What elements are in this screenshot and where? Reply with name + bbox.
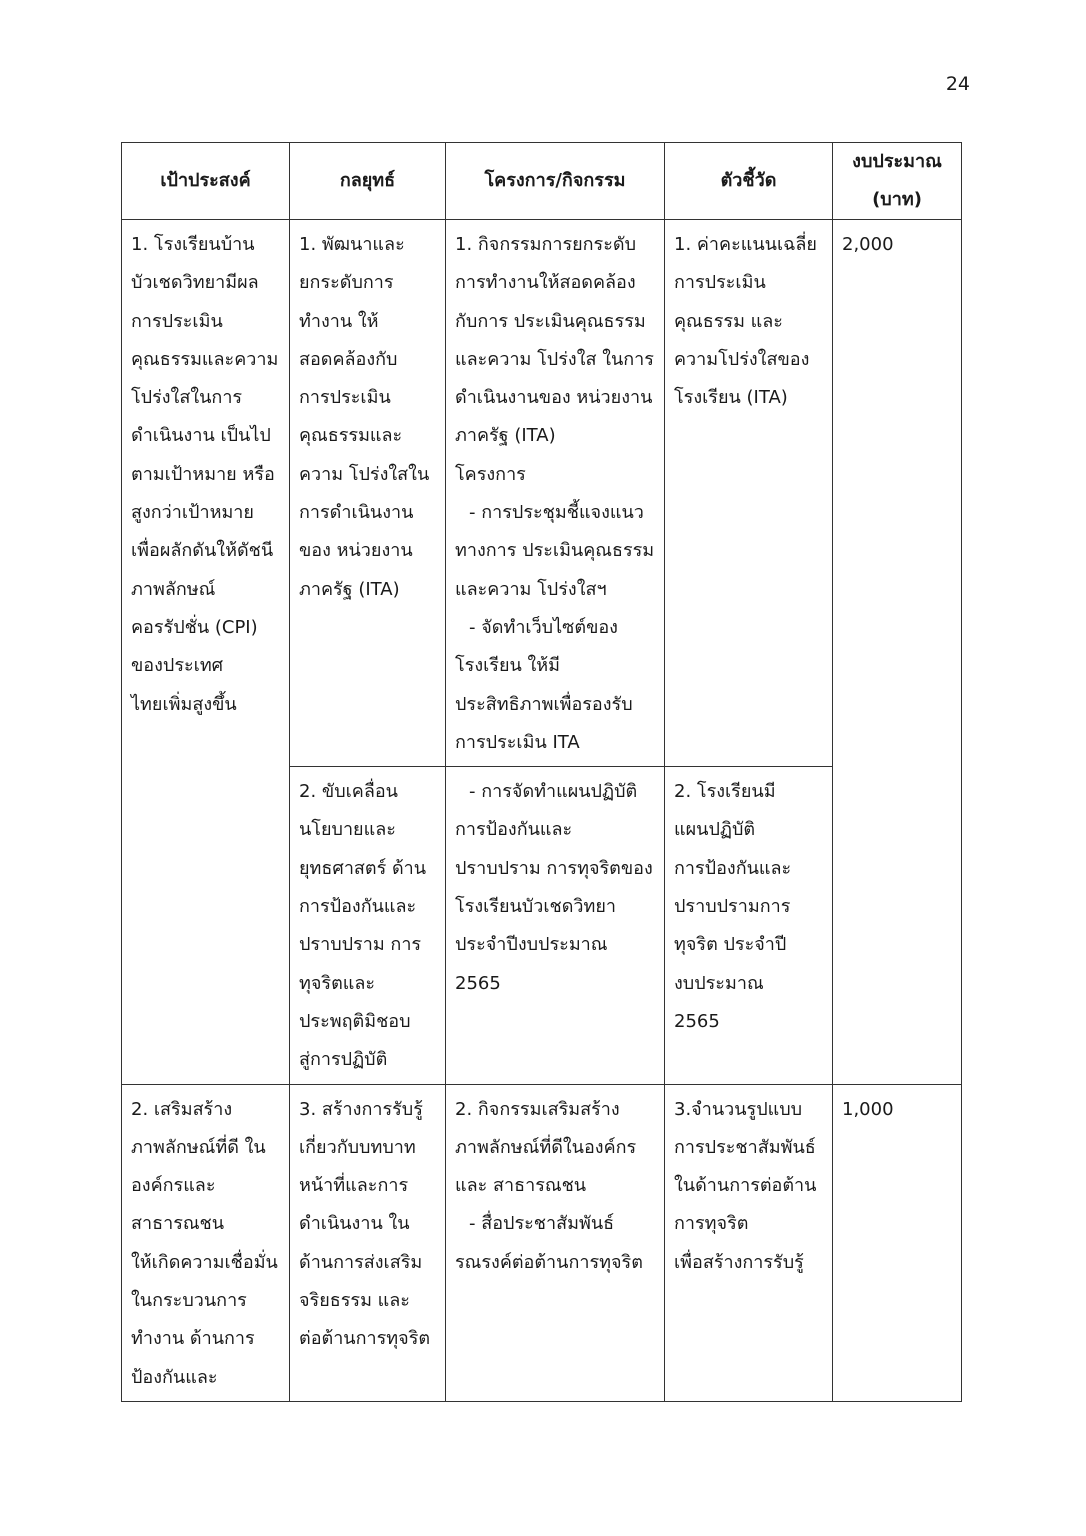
cell-line: คอรรัปชั่น (CPI) [131, 616, 258, 638]
header-objective: เป้าประสงค์ [122, 143, 290, 220]
cell-line: โรงเรียน (ITA) [674, 387, 788, 409]
budget-value: 1,000 [842, 1098, 894, 1120]
header-indicator: ตัวชี้วัด [665, 143, 833, 220]
cell-line: ดำเนินงาน ใน [299, 1213, 410, 1235]
cell-line: นโยบายและ [299, 819, 396, 841]
cell-line: โรงเรียน ให้มี [455, 655, 561, 677]
cell-line: 1. พัฒนาและ [299, 234, 405, 255]
cell-line: คุณธรรม และ [674, 310, 783, 332]
cell-line: สู่การปฏิบัติ [299, 1049, 388, 1071]
cell-line: คุณธรรมและความ [131, 348, 279, 370]
cell-line: ทำงาน ให้ [299, 310, 379, 332]
cell-line: การทุจริต [674, 1213, 749, 1235]
cell-line: สาธารณชน [131, 1213, 225, 1235]
cell-line: ภาครัฐ (ITA) [299, 578, 400, 600]
cell-line: ในด้านการต่อต้าน [674, 1175, 817, 1197]
project-cell [446, 767, 665, 1084]
cell-line: 1. ค่าคะแนนเฉลี่ย [674, 234, 817, 255]
cell-line: ประจำปีงบประมาณ [455, 934, 608, 956]
cell-line: การป้องกันและ [455, 819, 573, 841]
cell-line: การดำเนินงาน [299, 502, 414, 524]
cell-line: หน้าที่และการ [299, 1175, 409, 1197]
cell-line: ทางการ ประเมินคุณธรรม [455, 540, 655, 562]
cell-line: - สื่อประชาสัมพันธ์ [469, 1213, 615, 1235]
objective-cell [122, 220, 290, 1085]
cell-line: 3. สร้างการรับรู้ [299, 1098, 423, 1120]
cell-line: บัวเชดวิทยามีผล [131, 272, 259, 294]
cell-line: กับการ ประเมินคุณธรรม [455, 310, 646, 332]
cell-line: ให้เกิดความเชื่อมั่น [131, 1251, 278, 1273]
cell-line: ไทยเพิ่มสูงขึ้น [131, 693, 237, 715]
cell-line: ปราบปราม การทุจริตของ [455, 857, 653, 879]
cell-line: ยุทธศาสตร์ ด้าน [299, 857, 427, 879]
cell-line: โปร่งใสในการ [131, 387, 243, 409]
cell-line: องค์กรและ [131, 1175, 216, 1197]
cell-line: การประเมิน [131, 310, 223, 332]
cell-line: และความ โปร่งใสฯ [455, 578, 607, 600]
cell-line: - การประชุมชี้แจงแนว [469, 502, 644, 524]
header-strategy: กลยุทธ์ [290, 143, 446, 220]
cell-line: การประเมิน [299, 387, 391, 409]
cell-line: 1. กิจกรรมการยกระดับ [455, 234, 637, 255]
cell-line: รณรงค์ต่อต้านการทุจริต [455, 1251, 643, 1273]
cell-line: - จัดทำเว็บไซต์ของ [469, 616, 618, 638]
cell-line: - การจัดทำแผนปฏิบัติ [469, 781, 638, 803]
cell-line: ดำเนินงาน เป็นไป [131, 425, 271, 447]
strategy-cell [290, 220, 446, 767]
table-row [122, 220, 962, 767]
cell-line: คุณธรรมและ [299, 425, 403, 447]
cell-line: เกี่ยวกับบทบาท [299, 1136, 416, 1158]
cell-line: การประเมิน ITA [455, 731, 580, 753]
cell-line: 3.จำนวนรูปแบบ [674, 1098, 803, 1120]
cell-line: ทุจริตและ [299, 972, 376, 994]
header-project: โครงการ/กิจกรรม [446, 143, 665, 220]
plan-table [121, 142, 962, 1402]
cell-line: ภาครัฐ (ITA) [455, 425, 556, 447]
cell-line: 2. เสริมสร้าง [131, 1098, 233, 1120]
table-row [122, 1084, 962, 1401]
cell-line: ของประเทศ [131, 655, 224, 677]
cell-line: 2565 [674, 1010, 720, 1032]
indicator-cell [665, 767, 833, 1084]
project-cell [446, 220, 665, 767]
cell-line: ป้องกันและ [131, 1366, 218, 1388]
indicator-cell [665, 220, 833, 767]
cell-line: การทำงานให้สอดคล้อง [455, 272, 636, 294]
header-budget-line2: (บาท) [872, 189, 922, 210]
cell-line: เพื่อสร้างการรับรู้ [674, 1251, 804, 1273]
header-budget-line1: งบประมาณ [852, 151, 942, 172]
cell-line: ยกระดับการ [299, 272, 394, 294]
cell-line: ภาพลักษณ์ที่ดีในองค์กร [455, 1136, 637, 1158]
cell-line: การประชาสัมพันธ์ [674, 1136, 816, 1158]
objective-cell [122, 1084, 290, 1401]
cell-line: การป้องกันและ [674, 857, 792, 879]
cell-line: ดำเนินงานของ หน่วยงาน [455, 387, 653, 409]
cell-line: ทำงาน ด้านการ [131, 1328, 255, 1350]
strategy-cell [290, 1084, 446, 1401]
cell-line: และความ โปร่งใส ในการ [455, 348, 654, 370]
cell-line: 2. โรงเรียนมี [674, 781, 776, 803]
budget-cell [833, 220, 962, 1085]
cell-line: 2565 [455, 972, 501, 994]
header-row [122, 143, 962, 220]
indicator-cell [665, 1084, 833, 1401]
cell-line: ประพฤติมิชอบ [299, 1010, 411, 1032]
cell-line: 2. กิจกรรมเสริมสร้าง [455, 1098, 620, 1120]
cell-line: สูงกว่าเป้าหมาย [131, 502, 254, 524]
project-cell [446, 1084, 665, 1401]
cell-line: ในกระบวนการ [131, 1290, 247, 1312]
cell-line: การประเมิน [674, 272, 766, 294]
cell-line: การป้องกันและ [299, 896, 417, 918]
cell-line: โครงการ [455, 463, 526, 485]
cell-line: ทุจริต ประจำปี [674, 934, 787, 956]
cell-line: ของ หน่วยงาน [299, 540, 413, 562]
cell-line: ภาพลักษณ์ที่ดี ใน [131, 1136, 266, 1158]
cell-line: ภาพลักษณ์ [131, 578, 216, 600]
cell-line: ประสิทธิภาพเพื่อรองรับ [455, 693, 633, 715]
cell-line: และ สาธารณชน [455, 1175, 587, 1197]
cell-line: ปราบปรามการ [674, 896, 791, 918]
cell-line: จริยธรรม และ [299, 1290, 410, 1312]
cell-line: ตามเป้าหมาย หรือ [131, 463, 275, 485]
cell-line: สอดคล้องกับ [299, 348, 398, 370]
cell-line: โรงเรียนบัวเชดวิทยา [455, 896, 617, 918]
budget-value: 2,000 [842, 234, 894, 255]
cell-line: ต่อต้านการทุจริต [299, 1328, 431, 1350]
cell-line: ปราบปราม การ [299, 934, 422, 956]
cell-line: ความโปร่งใสของ [674, 348, 810, 370]
cell-line: แผนปฏิบัติ [674, 819, 756, 841]
strategy-cell [290, 767, 446, 1084]
header-budget [833, 143, 962, 220]
cell-line: 1. โรงเรียนบ้าน [131, 234, 255, 255]
cell-line: ความ โปร่งใสใน [299, 463, 430, 485]
cell-line: ด้านการส่งเสริม [299, 1251, 423, 1273]
page-number: 24 [945, 73, 970, 95]
cell-line: เพื่อผลักดันให้ดัชนี [131, 540, 274, 562]
budget-cell [833, 1084, 962, 1401]
cell-line: 2. ขับเคลื่อน [299, 781, 398, 803]
cell-line: งบประมาณ [674, 972, 764, 994]
